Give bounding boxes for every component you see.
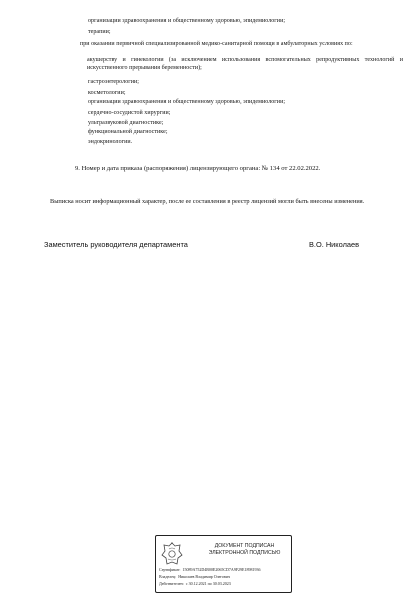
owner-value: Николаев Владимир Олегович <box>178 574 230 579</box>
electronic-signature-stamp <box>155 535 292 593</box>
service-item: сердечно-сосудистой хирургии; <box>88 110 171 116</box>
owner-label: Владелец: <box>159 574 177 579</box>
service-item: эндокринологии. <box>88 139 133 145</box>
service-item: терапии; <box>88 29 111 35</box>
stamp-title-line: ДОКУМЕНТ ПОДПИСАН <box>214 543 275 549</box>
certificate-line <box>159 566 291 573</box>
service-item: акушерству и гинекологии (за исключением использования вспомогательных репродуктивных технологий и искусственного прерывания беременности); <box>87 57 403 71</box>
informational-note: Выписка носит информационный характер, после ее составления в реестр лицензий могли быть внесены изменения. <box>50 198 365 205</box>
stamp-title-line: ЭЛЕКТРОННОЙ ПОДПИСЬЮ <box>208 549 281 556</box>
service-item: косметологии; <box>88 90 126 96</box>
signatory-name: В.О. Николаев <box>309 240 360 249</box>
stamp-details <box>159 566 291 587</box>
owner-line <box>159 573 291 580</box>
certificate-label: Сертификат: <box>159 567 181 572</box>
service-item: организации здравоохранения и общественному здоровью, эпидемиологии; <box>88 18 286 24</box>
signatory-role: Заместитель руководителя департамента <box>44 240 188 249</box>
service-item: ультразвуковой диагностике; <box>88 120 164 126</box>
service-item: функциональной диагностике; <box>88 129 168 135</box>
service-item: при оказании первичной специализированной медико-санитарной помощи в амбулаторных условиях по: <box>80 41 353 47</box>
stamp-title <box>196 543 293 556</box>
validity-line <box>159 580 291 587</box>
service-item: гастроэнтерологии; <box>88 79 139 85</box>
coat-of-arms-icon <box>161 541 183 567</box>
order-number-line: 9. Номер и дата приказа (распоряжения) лицензирующего органа: № 134 от 22.02.2022. <box>75 165 321 172</box>
validity-label: Действителен: <box>159 581 184 586</box>
validity-value: с 30.12.2021 по 30.03.2023 <box>185 581 231 586</box>
service-item: организации здравоохранения и общественному здоровью, эпидемиологии; <box>88 99 286 105</box>
certificate-value: 15089A752D4B00E2065CD7A9F29E18981936 <box>182 567 261 572</box>
